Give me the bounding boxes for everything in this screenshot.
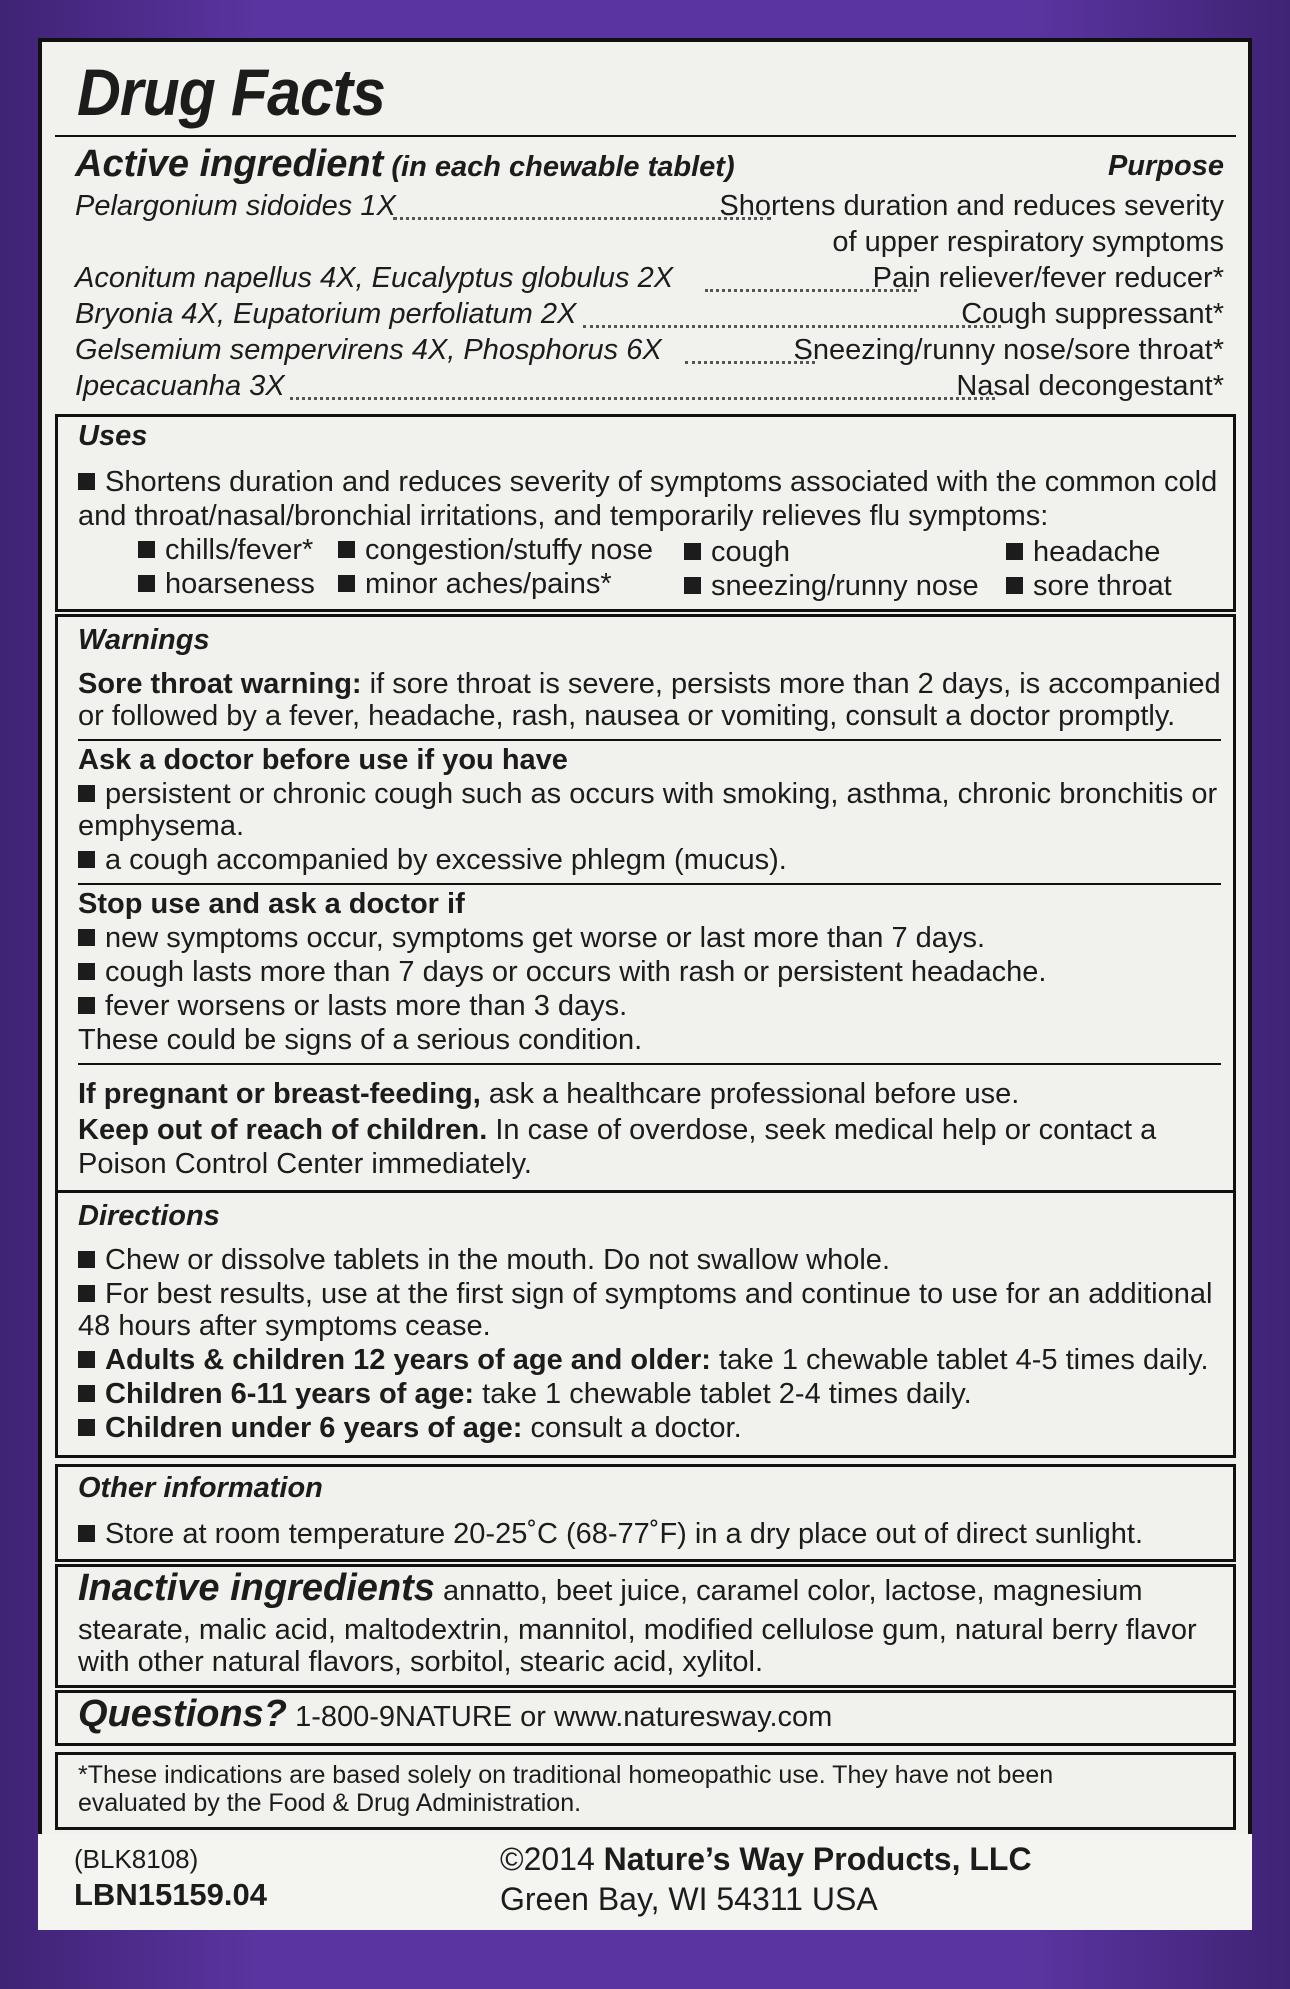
stop-note: These could be signs of a serious condition. — [78, 1024, 643, 1056]
company-address: Green Bay, WI 54311 USA — [500, 1881, 878, 1917]
lot-code: LBN15159.04 — [74, 1877, 268, 1912]
adults-dosage — [78, 1343, 1209, 1377]
stop-item-1 — [78, 921, 985, 955]
active-ingredient-4: Gelsemium sempervirens 4X, Phosphorus 6X — [75, 334, 662, 366]
pregnant-text: ask a healthcare professional before use. — [480, 1078, 1020, 1110]
stop-use-heading: Stop use and ask a doctor if — [78, 888, 465, 920]
active-subheading: (in each chewable tablet) — [391, 151, 735, 183]
bullet-square — [138, 541, 155, 558]
ask-item-1-cont: emphysema. — [78, 810, 245, 842]
divider — [78, 739, 1221, 741]
active-header-row — [75, 143, 735, 185]
inactive-ingredients-section — [55, 1564, 1236, 1688]
ask-item-2 — [78, 843, 787, 877]
symptom-item — [138, 533, 313, 567]
uses-line-1-text: Shortens duration and reduces severity of symptoms associated with the common cold — [105, 466, 1218, 498]
sore-throat-warning — [78, 667, 1221, 701]
bullet-square — [138, 575, 155, 592]
leader-dots — [583, 325, 1001, 328]
divider — [78, 1063, 1221, 1065]
active-heading: Active ingredient — [75, 143, 384, 185]
under6-text: consult a doctor. — [522, 1412, 742, 1444]
bullet-square — [78, 1525, 95, 1542]
symptom-item — [338, 533, 653, 567]
bullet-square — [684, 543, 701, 560]
inactive-line-3: with other natural flavors, sorbitol, stearic acid, xylitol. — [78, 1646, 763, 1678]
bullet-square — [78, 1285, 95, 1302]
active-ingredient-2: Aconitum napellus 4X, Eucalyptus globulus 2X — [75, 262, 674, 294]
active-ingredient-section — [55, 135, 1236, 452]
company-name: Nature’s Way Products, LLC — [603, 1841, 1032, 1877]
bullet-square — [338, 575, 355, 592]
symptom-item — [684, 535, 790, 569]
symptom-text: chills/fever* — [165, 534, 314, 566]
pregnant-warning — [78, 1077, 1019, 1111]
symptom-item — [338, 567, 612, 601]
ask-item-1 — [78, 777, 1217, 811]
disclaimer-line-2: evaluated by the Food & Drug Administration. — [78, 1789, 582, 1817]
purpose-5: Nasal decongestant* — [956, 370, 1224, 402]
questions-heading: Questions? — [78, 1693, 288, 1735]
keep-out-warning — [78, 1113, 1156, 1147]
stop-item-1-text: new symptoms occur, symptoms get worse or last more than 7 days. — [105, 922, 985, 954]
symptom-text: headache — [1033, 536, 1161, 568]
purpose-1: Shortens duration and reduces severity — [719, 190, 1224, 222]
purpose-heading: Purpose — [1107, 150, 1224, 182]
sore-throat-text: if sore throat is severe, persists more than 2 days, is accompanied — [361, 668, 1221, 700]
disclaimer-line-1: *These indications are based solely on traditional homeopathic use. They have not been — [78, 1761, 1054, 1789]
other-information-section — [55, 1464, 1236, 1562]
bullet-square — [78, 1251, 95, 1268]
directions-item-1 — [78, 1243, 890, 1277]
questions-text: 1-800-9NATURE or www.naturesway.com — [287, 1701, 833, 1733]
directions-section — [55, 1190, 1236, 1458]
symptom-text: hoarseness — [165, 568, 315, 600]
symptom-text: sore throat — [1033, 570, 1172, 602]
keep-out-text: In case of overdose, seek medical help or contact a — [487, 1114, 1157, 1146]
uses-line-1 — [78, 465, 1217, 499]
bullet-square — [1006, 577, 1023, 594]
symptom-item — [138, 567, 315, 601]
directions-item-2-cont: 48 hours after symptoms cease. — [78, 1310, 491, 1342]
bullet-square — [78, 851, 95, 868]
inactive-line-2: stearate, malic acid, maltodextrin, mannitol, modified cellulose gum, natural berry flavor — [78, 1614, 1197, 1646]
stop-item-3-text: fever worsens or lasts more than 3 days. — [105, 990, 628, 1022]
purpose-4: Sneezing/runny nose/sore throat* — [793, 334, 1224, 366]
directions-item-2-text: For best results, use at the first sign of symptoms and continue to use for an additional — [105, 1278, 1213, 1310]
divider — [78, 883, 1221, 885]
footer — [38, 1834, 1252, 1930]
sore-throat-label: Sore throat warning: — [78, 668, 362, 700]
bullet-square — [78, 785, 95, 802]
ask-doctor-heading: Ask a doctor before use if you have — [78, 744, 568, 776]
bullet-square — [78, 929, 95, 946]
symptom-text: cough — [711, 536, 791, 568]
inactive-text: annatto, beet juice, caramel color, lactose, magnesium — [434, 1575, 1143, 1607]
uses-section — [55, 414, 1236, 612]
active-ingredient-5: Ipecacuanha 3X — [75, 370, 285, 402]
copyright — [500, 1842, 1032, 1876]
bullet-square — [1006, 543, 1023, 560]
ask-item-1-text: persistent or chronic cough such as occurs with smoking, asthma, chronic bronchitis or — [105, 778, 1218, 810]
stop-item-3 — [78, 989, 627, 1023]
children-label: Children 6-11 years of age: — [105, 1378, 475, 1410]
questions-section — [55, 1690, 1236, 1746]
keep-out-label: Keep out of reach of children. — [78, 1114, 488, 1146]
purpose-2: Pain reliever/fever reducer* — [872, 262, 1224, 294]
purpose-3: Cough suppressant* — [961, 298, 1224, 330]
questions-line — [78, 1693, 833, 1735]
bullet-square — [78, 963, 95, 980]
symptom-text: congestion/stuffy nose — [365, 534, 654, 566]
stop-item-2 — [78, 955, 1046, 989]
symptom-item — [684, 569, 979, 603]
bullet-square — [78, 1385, 95, 1402]
ask-item-2-text: a cough accompanied by excessive phlegm (mucus). — [105, 844, 787, 876]
adults-label: Adults & children 12 years of age and older: — [105, 1344, 711, 1376]
pregnant-label: If pregnant or breast-feeding, — [78, 1078, 481, 1110]
uses-heading: Uses — [78, 420, 148, 452]
inactive-heading: Inactive ingredients — [78, 1567, 435, 1609]
active-ingredient-1: Pelargonium sidoides 1X — [75, 190, 396, 222]
leader-dots — [393, 217, 771, 220]
copyright-prefix: ©2014 — [500, 1841, 604, 1877]
purpose-1-cont: of upper respiratory symptoms — [832, 226, 1224, 258]
warnings-section — [55, 614, 1236, 1214]
symptom-text: sneezing/runny nose — [711, 570, 979, 602]
leader-dots — [290, 397, 995, 400]
bullet-square — [78, 473, 95, 490]
adults-text: take 1 chewable tablet 4-5 times daily. — [710, 1344, 1209, 1376]
symptom-item — [1006, 569, 1172, 603]
storage-text: Store at room temperature 20-25˚C (68-77˚F) in a dry place out of direct sunlight. — [105, 1518, 1144, 1550]
symptom-text: minor aches/pains* — [365, 568, 612, 600]
uses-line-2: and throat/nasal/bronchial irritations, and temporarily relieves flu symptoms: — [78, 500, 1049, 532]
disclaimer-section — [55, 1752, 1236, 1830]
sore-throat-warning-cont: or followed by a fever, headache, rash, nausea or vomiting, consult a doctor promptly. — [78, 700, 1176, 732]
symptom-item — [1006, 535, 1160, 569]
warnings-heading: Warnings — [78, 624, 210, 656]
children-dosage — [78, 1377, 972, 1411]
bullet-square — [338, 541, 355, 558]
bullet-square — [78, 1351, 95, 1368]
directions-item-1-text: Chew or dissolve tablets in the mouth. Do not swallow whole. — [105, 1244, 890, 1276]
under6-label: Children under 6 years of age: — [105, 1412, 523, 1444]
under6-dosage — [78, 1411, 742, 1445]
product-code: (BLK8108) — [74, 1844, 199, 1874]
bullet-square — [78, 997, 95, 1014]
directions-heading: Directions — [78, 1200, 220, 1232]
inactive-line-1 — [78, 1567, 1143, 1609]
storage-item — [78, 1517, 1143, 1551]
other-information-heading: Other information — [78, 1472, 323, 1504]
keep-out-warning-cont: Poison Control Center immediately. — [78, 1148, 532, 1180]
bullet-square — [78, 1419, 95, 1436]
page-title: Drug Facts — [77, 55, 385, 129]
directions-item-2 — [78, 1277, 1212, 1311]
drug-facts-label — [38, 38, 1252, 1930]
stop-item-2-text: cough lasts more than 7 days or occurs with rash or persistent headache. — [105, 956, 1047, 988]
active-ingredient-3: Bryonia 4X, Eupatorium perfoliatum 2X — [75, 298, 577, 330]
children-text: take 1 chewable tablet 2-4 times daily. — [474, 1378, 972, 1410]
bullet-square — [684, 577, 701, 594]
